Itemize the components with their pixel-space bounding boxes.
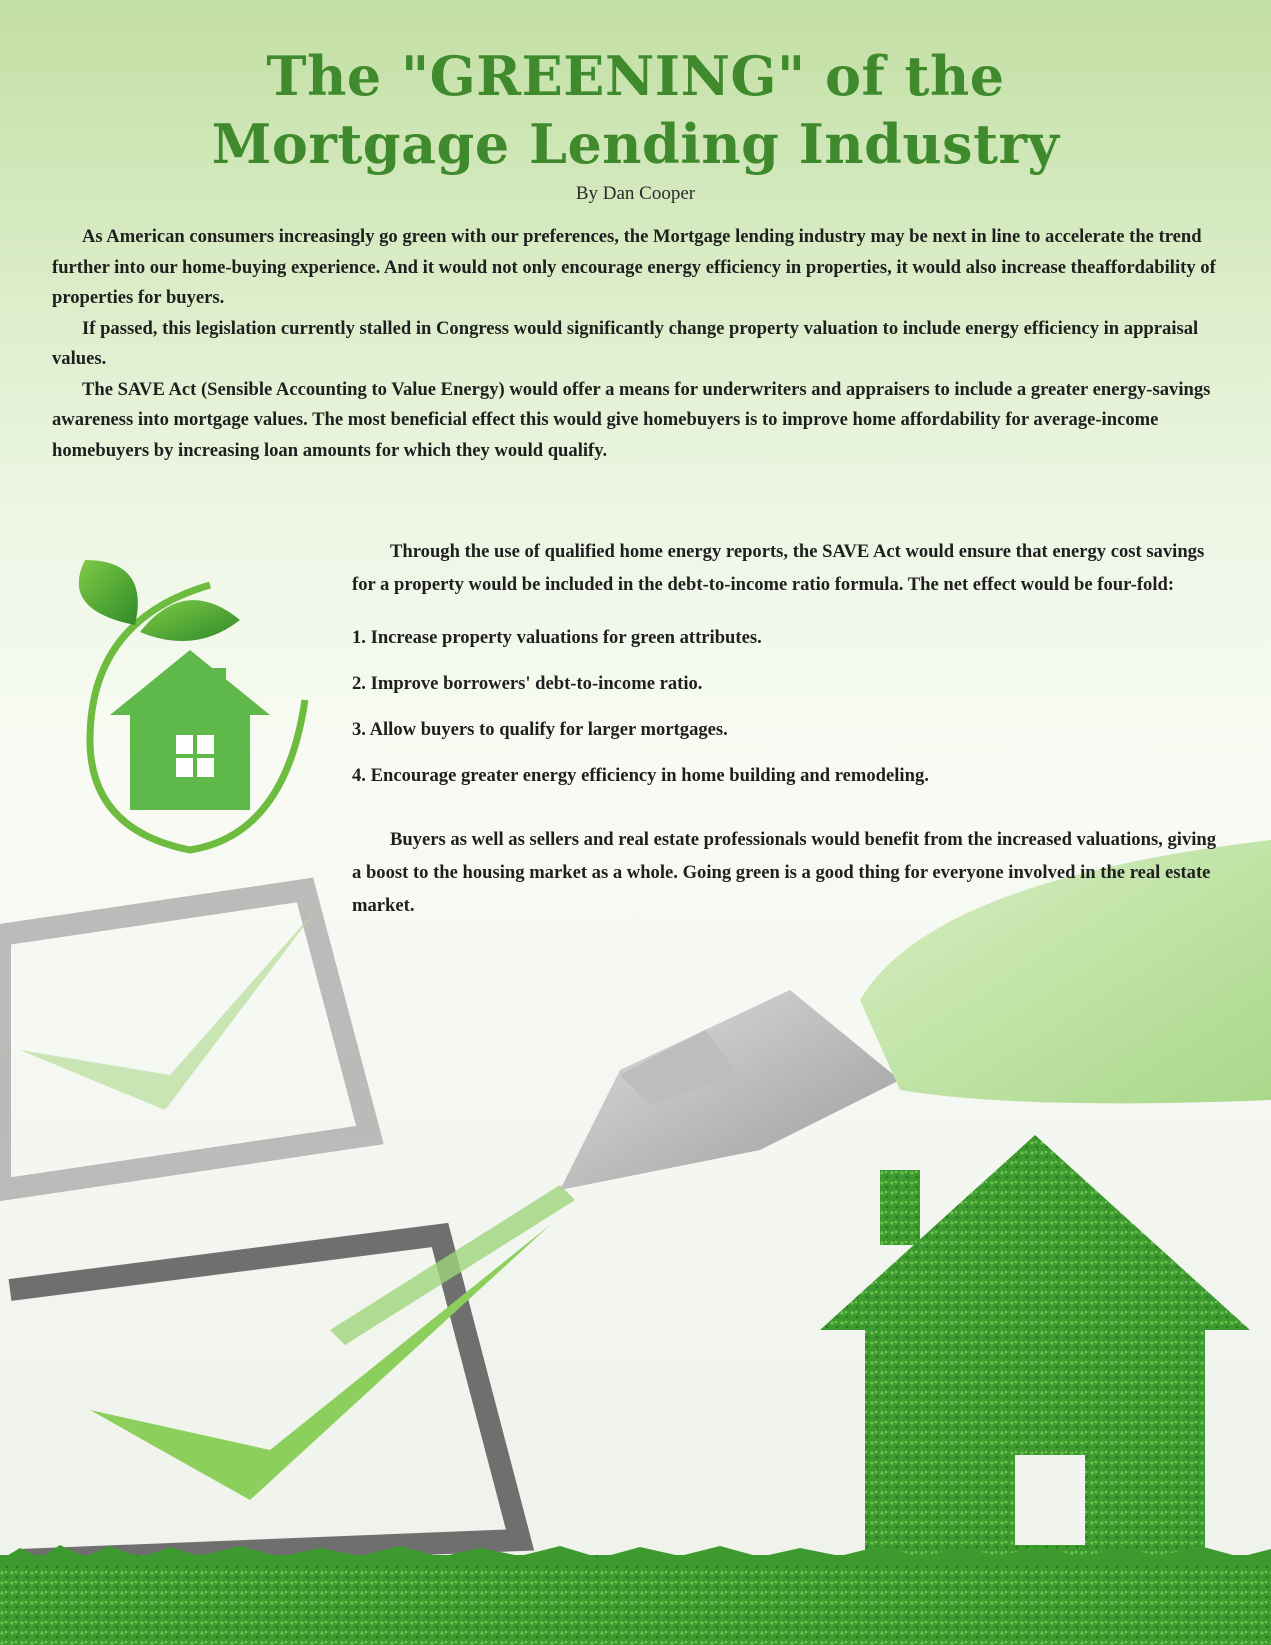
checkbox-icon: [10, 1225, 550, 1560]
grass-house-icon: [820, 1135, 1250, 1560]
side-column: [352, 535, 1222, 922]
title-line-2: Mortgage Lending Industry: [211, 112, 1060, 176]
list-item: 1. Increase property valuations for green attributes.: [352, 627, 762, 648]
list-item: 3. Allow buyers to qualify for larger mortgages.: [352, 719, 728, 740]
closing-paragraph: Buyers as well as sellers and real estate professionals would benefit from the increased valuations, giving a boost to the housing market as a whole. Going green is a good thing for everyone involved in the real estate market.: [352, 829, 1217, 916]
intro-text: [52, 222, 1237, 466]
paragraph: As American consumers increasingly go green with our preferences, the Mortgage lending industry may be next in line to accelerate the trend further into our home-buying experience. And it would not only encourage energy efficiency in properties, it would also increase theaffordability of properties for buyers.: [52, 226, 1216, 308]
title-line-1: The "GREENING" of the: [266, 44, 1005, 108]
checkbox-icon: [0, 890, 370, 1190]
benefit-list: [352, 615, 1222, 799]
list-item: 4. Encourage greater energy efficiency in home building and remodeling.: [352, 765, 929, 786]
paragraph: If passed, this legislation currently stalled in Congress would significantly change property valuation to include energy efficiency in appraisal values.: [52, 317, 1199, 369]
byline: By Dan Cooper: [575, 183, 696, 204]
grass-strip: [0, 1545, 1271, 1645]
article-title: [0, 42, 1271, 178]
list-item: 2. Improve borrowers' debt-to-income ratio.: [352, 673, 703, 694]
paragraph: The SAVE Act (Sensible Accounting to Value Energy) would offer a means for underwriters and appraisers to include a greater energy-savings awareness into mortgage values. The most beneficial effect this would give homebuyers is to improve home affordability for average-income homebuyers by increasing loan amounts for which they would qualify.: [52, 378, 1211, 461]
leaf-house-logo-icon: [79, 560, 305, 850]
side-intro: Through the use of qualified home energy reports, the SAVE Act would ensure that energy cost savings for a property would be included in the debt-to-income ratio formula. The net effect would be four-fold:: [352, 541, 1205, 595]
